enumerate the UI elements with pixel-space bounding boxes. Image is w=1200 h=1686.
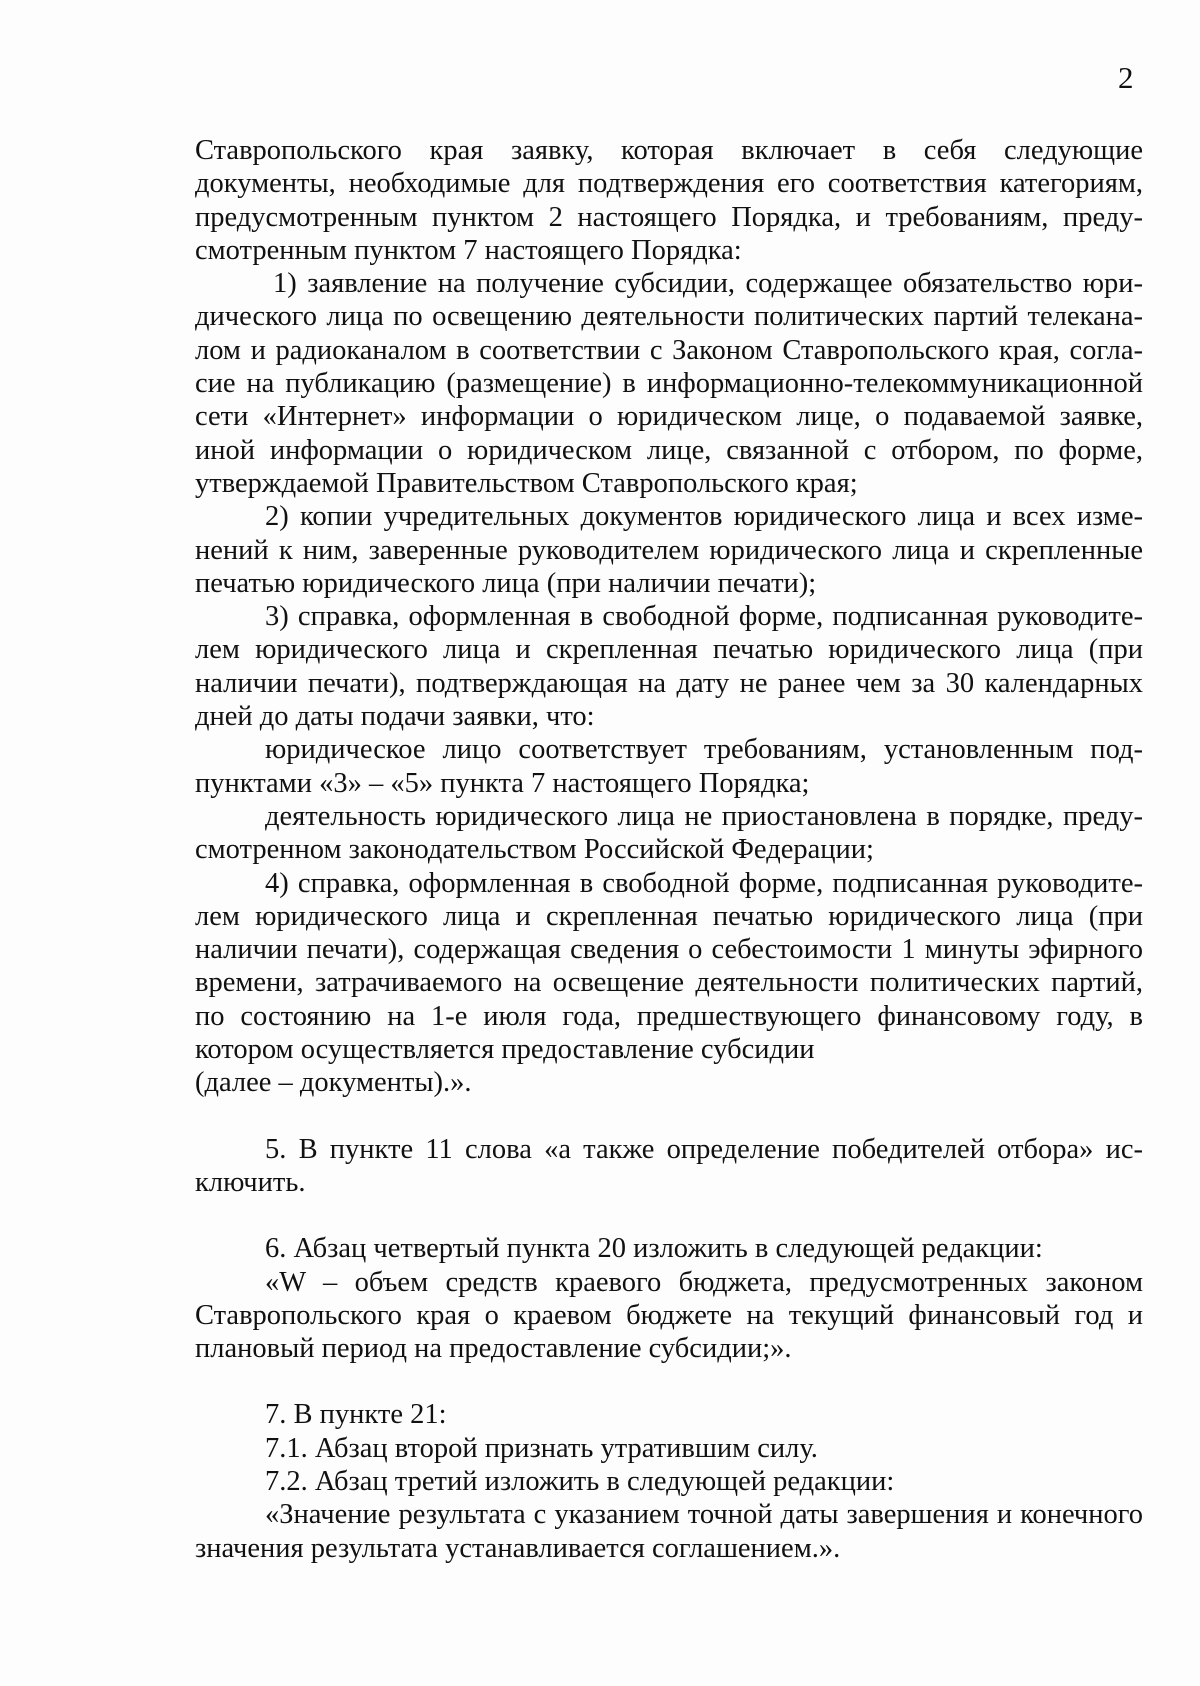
paragraph-documents-definition: (далее – документы).». — [195, 1067, 472, 1099]
page-number: 2 — [1118, 60, 1134, 95]
paragraph-point-7: 7. В пункте 21: — [265, 1399, 447, 1431]
paragraph-point-7-1: 7.1. Абзац второй признать утратившим силу. — [265, 1432, 818, 1464]
paragraph-point-6: 6. Абзац четвертый пункта 20 изложить в следующей редакции: — [265, 1233, 1043, 1265]
paragraph-point-7-2-text: «Значение результата с указанием точной даты завершения и конечного значения результата устанавливается соглашением.». — [195, 1499, 1143, 1564]
paragraph-item-3: 3) справка, оформленная в свободной форме, подписанная руководителем юридического лица и скрепленная печатью юридического лица (при наличии печати), подтверждающая на дату не ранее чем за 30 календарных дней до даты подачи заявки, что: — [195, 601, 1143, 733]
paragraph-item-4: 4) справка, оформленная в свободной форме, подписанная руководителем юридического лица и скрепленная печатью юридического лица (при наличии печати), содержащая сведения о себестоимости 1 минуты эфирного времени, затрачиваемого на освещение деятельности политических партий, по состоянию на 1-е июля года, предшествующего финансовому году, в котором осуществляется предоставление субсидии — [195, 867, 1143, 1066]
paragraph-item-1: 1) заявление на получение субсидии, содержащее обязательство юридического лица по освещению деятельности политических партий телеканалом и радиоканалом в соответствии с Законом Ставропольского края, согласие на публикацию (размещение) в информационно-телекоммуникационной сети «Интернет» информации о юридическом лице, о подаваемой заявке, иной информации о юридическом лице, связанной с отбором, по форме, утверждаемой Правительством Ставропольского края; — [195, 268, 1143, 499]
paragraph-application-intro: Ставропольского края заявку, которая включает в себя следующие документы, необходимые для подтверждения его соответствия категориям, предусмотренным пунктом 2 настоящего Порядка, и требованиям, предусмотренным пунктом 7 настоящего Порядка: — [195, 135, 1143, 266]
document-body — [195, 134, 1143, 1565]
paragraph-item-3-condition-b: деятельность юридического лица не приостановлена в порядке, предусмотренном законодательством Российской Федерации; — [195, 800, 1143, 866]
paragraph-point-5: 5. В пункте 11 слова «а также определение победителей отбора» исключить. — [195, 1133, 1143, 1198]
paragraph-point-6-formula: «W – объем средств краевого бюджета, предусмотренных законом Ставропольского края о краевом бюджете на текущий финансовый год и плановый период на предоставление субсидии;». — [195, 1266, 1143, 1365]
paragraph-point-7-2: 7.2. Абзац третий изложить в следующей редакции: — [265, 1465, 895, 1497]
paragraph-item-2: 2) копии учредительных документов юридического лица и всех изменений к ним, заверенные руководителем юридического лица и скрепленные печатью юридического лица (при наличии печати); — [195, 501, 1143, 599]
paragraph-item-3-condition-a: юридическое лицо соответствует требованиям, установленным подпунктами «3» – «5» пункта 7 настоящего Порядка; — [195, 734, 1143, 799]
